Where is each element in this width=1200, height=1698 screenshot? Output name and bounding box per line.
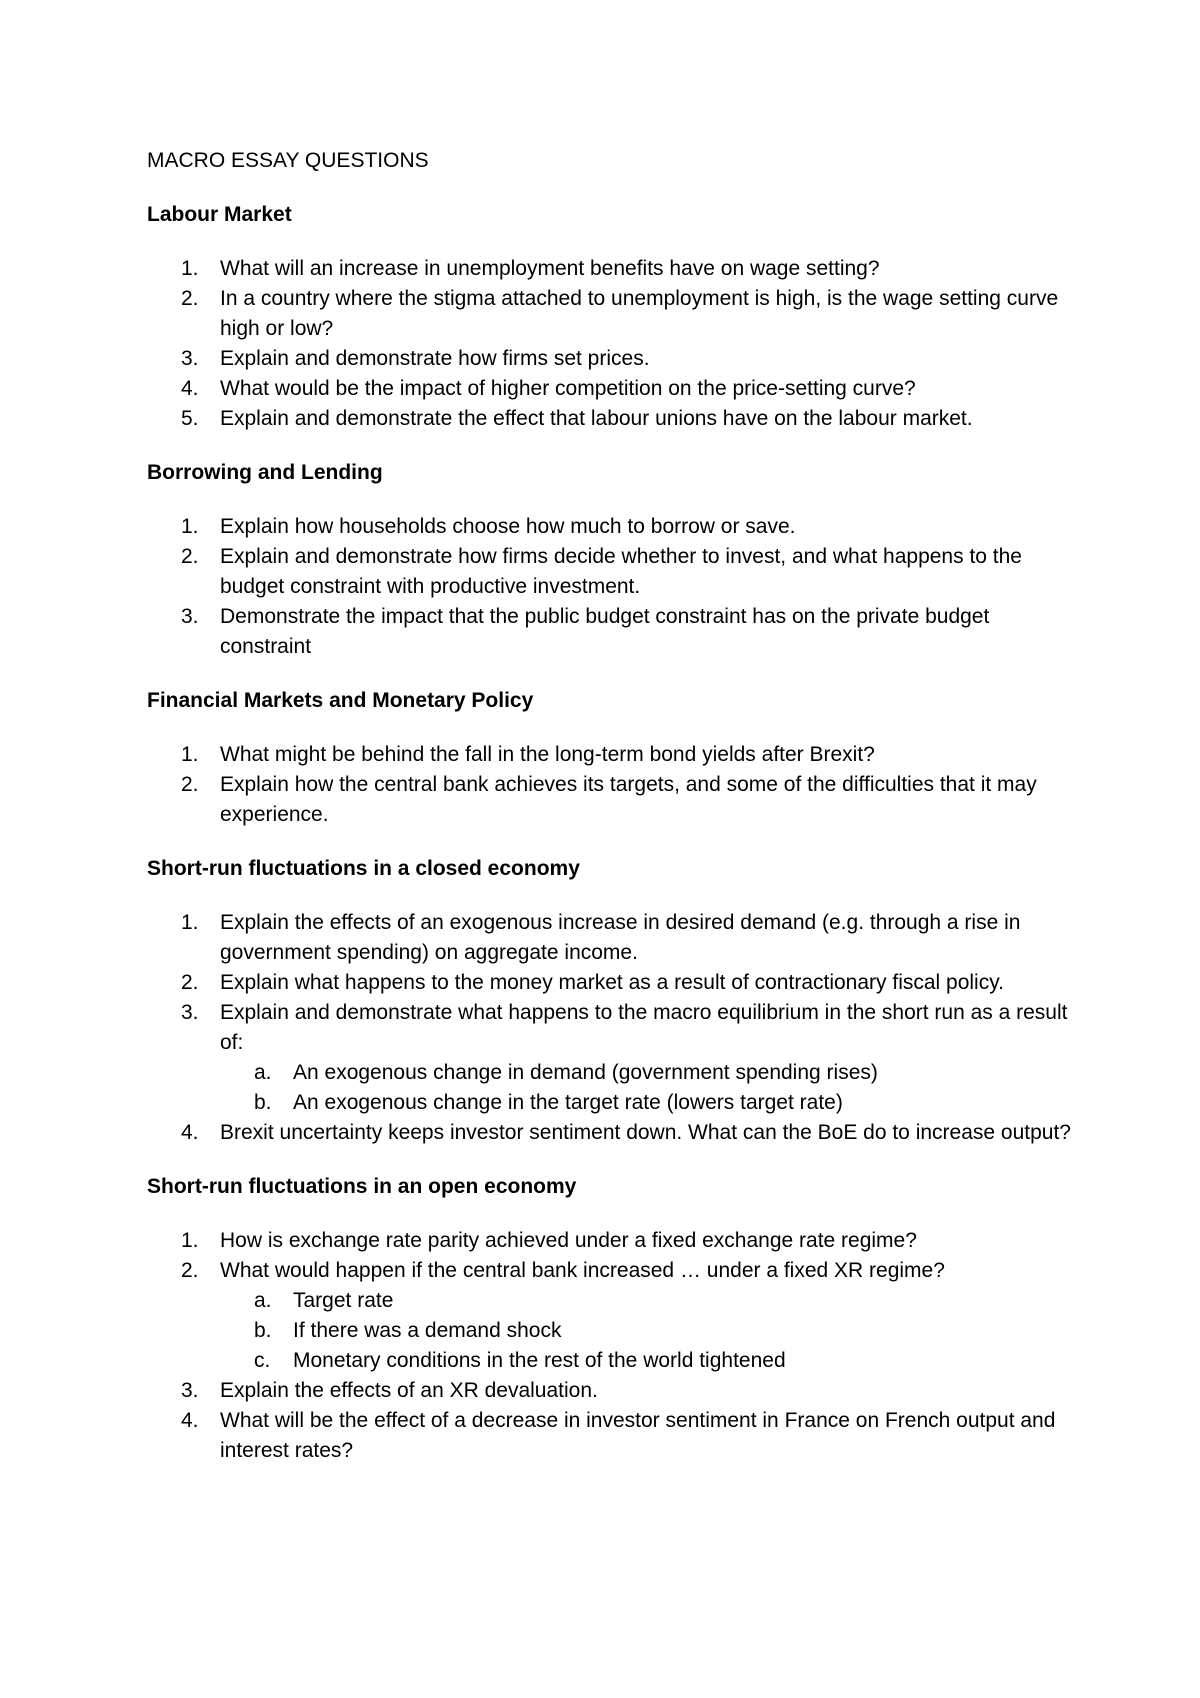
sub-question-letter: b. — [254, 1091, 272, 1114]
question-number: 5. — [181, 407, 199, 430]
question-text: What might be behind the fall in the long-term bond yields after Brexit? — [220, 743, 875, 766]
question-item — [147, 1226, 1077, 1256]
sub-question-letter: a. — [254, 1061, 272, 1084]
section-heading-borrowing-and-lending: Borrowing and Lending — [147, 461, 383, 484]
question-item — [147, 1406, 1077, 1466]
question-item — [147, 740, 1077, 770]
question-number: 3. — [181, 1379, 199, 1402]
sub-question-item — [220, 1058, 1077, 1088]
question-item — [147, 542, 1077, 602]
question-number: 1. — [181, 515, 199, 538]
document-page — [147, 146, 1077, 1490]
sub-question-text: Monetary conditions in the rest of the world tightened — [293, 1349, 786, 1372]
question-item — [147, 998, 1077, 1118]
question-number: 2. — [181, 545, 199, 568]
sub-question-text: An exogenous change in demand (government spending rises) — [293, 1061, 878, 1084]
question-number: 1. — [181, 743, 199, 766]
section-heading-financial-markets: Financial Markets and Monetary Policy — [147, 689, 534, 712]
question-text: Explain what happens to the money market as a result of contractionary fiscal policy. — [220, 971, 1005, 994]
question-item — [147, 602, 1077, 662]
question-item — [147, 1376, 1077, 1406]
question-item — [147, 512, 1077, 542]
section-heading-closed-economy: Short-run fluctuations in a closed economy — [147, 857, 580, 880]
question-item — [147, 284, 1077, 344]
question-text: Explain how households choose how much to borrow or save. — [220, 515, 796, 538]
question-item — [147, 968, 1077, 998]
question-item — [147, 344, 1077, 374]
question-item — [147, 1256, 1077, 1376]
question-number: 1. — [181, 911, 199, 934]
question-number: 4. — [181, 1121, 199, 1144]
sub-question-text: Target rate — [293, 1289, 394, 1312]
question-list-closed-economy — [147, 908, 1077, 1148]
question-number: 4. — [181, 1409, 199, 1432]
question-number: 1. — [181, 1229, 199, 1252]
question-list-financial-markets — [147, 740, 1077, 830]
question-number: 2. — [181, 1259, 199, 1282]
question-list-labour-market — [147, 254, 1077, 434]
question-text: Explain how the central bank achieves its targets, and some of the difficulties that it may experience. — [220, 773, 1037, 826]
question-text: What will be the effect of a decrease in investor sentiment in France on French output and interest rates? — [220, 1409, 1056, 1462]
question-item — [147, 770, 1077, 830]
question-number: 2. — [181, 287, 199, 310]
sub-question-text: An exogenous change in the target rate (lowers target rate) — [293, 1091, 843, 1114]
question-text: How is exchange rate parity achieved under a fixed exchange rate regime? — [220, 1229, 917, 1252]
section-heading-open-economy: Short-run fluctuations in an open economy — [147, 1175, 577, 1198]
question-text: Explain and demonstrate how firms set prices. — [220, 347, 650, 370]
question-number: 2. — [181, 773, 199, 796]
question-text: In a country where the stigma attached to unemployment is high, is the wage setting curve high or low? — [220, 287, 1059, 340]
section-heading-labour-market: Labour Market — [147, 203, 292, 226]
question-number: 4. — [181, 377, 199, 400]
question-text: Explain and demonstrate the effect that labour unions have on the labour market. — [220, 407, 973, 430]
sub-question-letter: b. — [254, 1319, 272, 1342]
document-title: MACRO ESSAY QUESTIONS — [147, 149, 429, 172]
question-item — [147, 1118, 1077, 1148]
sub-question-list — [220, 1286, 1077, 1376]
question-text: Demonstrate the impact that the public budget constraint has on the private budget constraint — [220, 605, 990, 658]
sub-question-item — [220, 1316, 1077, 1346]
sub-question-item — [220, 1088, 1077, 1118]
question-text: What will an increase in unemployment benefits have on wage setting? — [220, 257, 880, 280]
question-number: 3. — [181, 1001, 199, 1024]
question-text: What would be the impact of higher competition on the price-setting curve? — [220, 377, 916, 400]
sub-question-text: If there was a demand shock — [293, 1319, 562, 1342]
question-text: What would happen if the central bank increased … under a fixed XR regime? — [220, 1259, 945, 1282]
question-list-open-economy — [147, 1226, 1077, 1466]
question-text: Explain and demonstrate how firms decide whether to invest, and what happens to the budget constraint with productive investment. — [220, 545, 1022, 598]
sub-question-item — [220, 1286, 1077, 1316]
question-item — [147, 404, 1077, 434]
question-number: 3. — [181, 347, 199, 370]
question-item — [147, 908, 1077, 968]
sub-question-item — [220, 1346, 1077, 1376]
sub-question-letter: a. — [254, 1289, 272, 1312]
question-list-borrowing-and-lending — [147, 512, 1077, 662]
question-number: 1. — [181, 257, 199, 280]
question-item — [147, 374, 1077, 404]
sub-question-list — [220, 1058, 1077, 1118]
question-number: 2. — [181, 971, 199, 994]
question-text: Explain the effects of an XR devaluation. — [220, 1379, 598, 1402]
question-number: 3. — [181, 605, 199, 628]
sub-question-letter: c. — [254, 1349, 271, 1372]
question-text: Brexit uncertainty keeps investor sentiment down. What can the BoE do to increase output? — [220, 1121, 1071, 1144]
question-text: Explain and demonstrate what happens to the macro equilibrium in the short run as a result of: — [220, 1001, 1068, 1054]
question-item — [147, 254, 1077, 284]
question-text: Explain the effects of an exogenous increase in desired demand (e.g. through a rise in government spending) on aggregate income. — [220, 911, 1021, 964]
